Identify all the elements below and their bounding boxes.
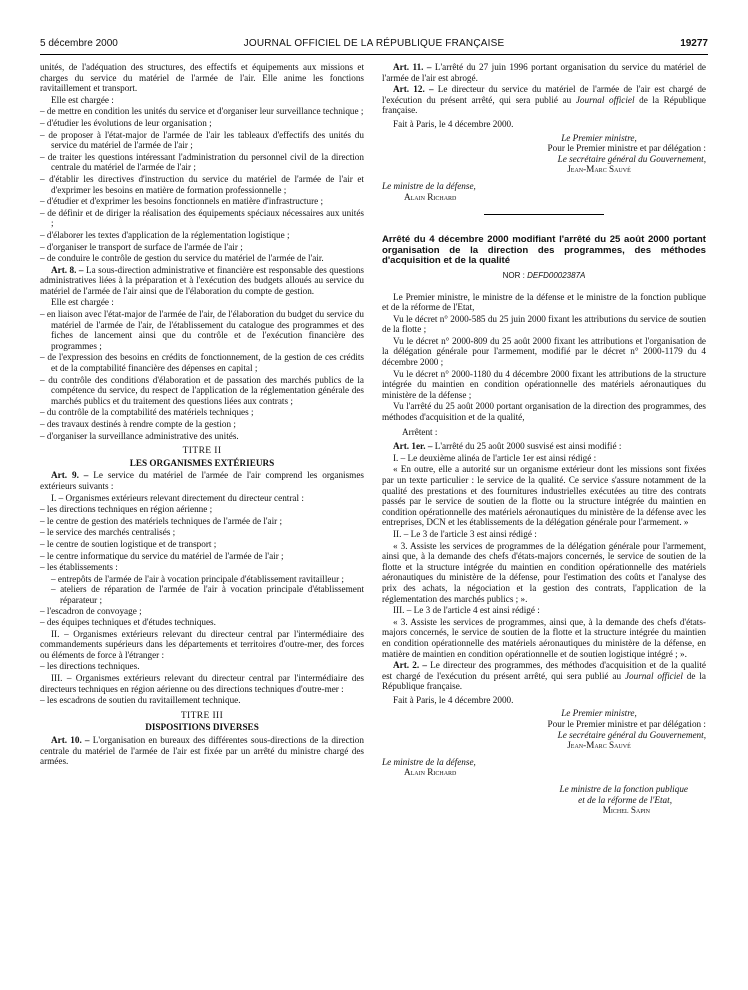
paragraph: III. – Le 3 de l'article 4 est ainsi rédigé : [393, 605, 540, 616]
list-item: – les directions techniques en région aérienne ; [40, 504, 213, 515]
article-label: Art. 12. – [393, 84, 434, 95]
list-item: – entrepôts de l'armée de l'air à vocation principale d'établissement ravitailleur ; [51, 573, 344, 584]
list-item: – de mettre en condition les unités du service et d'organiser leur surveillance technique ; [40, 106, 364, 117]
article-text: Le service du matériel de l'armée de l'air comprend les organismes extérieurs suivants : [40, 470, 364, 491]
article-text: de la République française. [382, 94, 706, 116]
list [40, 504, 364, 628]
journal-name: Journal officiel [624, 670, 683, 681]
list-item: – du contrôle de la comptabilité des matériels techniques ; [40, 407, 254, 418]
list-item: – le centre de soutien logistique et de transport ; [40, 538, 217, 549]
list [40, 106, 364, 263]
article-text: L'arrêté du 25 août 2000 susvisé est ainsi modifié : [432, 441, 622, 452]
signature-block [382, 133, 706, 203]
quote: « 3. Assiste les services de programmes de la délégation générale pour l'armement, ainsi que, à la demande des chefs d'états-majors concernés, le service de soutien de la flotte et la structure intégrée du maintien en condition opérationnelle des matériels aéronautiques du ministère de la défense, pour l'estimation des coûts et l'analyse des prix des achats, la négociation et la gestion des contrats, l'application de la réglementation des marchés publics ; ». [382, 540, 706, 604]
article-8 [40, 265, 364, 297]
journal-name: Journal officiel [575, 94, 635, 105]
article-text: de la République française. [382, 670, 706, 692]
list [40, 309, 364, 441]
signer-title: Le Premier ministre, [561, 708, 637, 719]
list-item: – de proposer à l'état-major de l'armée de l'air les tableaux d'effectifs des unités du service du matériel de l'armée de l'air ; [40, 129, 364, 151]
list-item: – de définir et de diriger la réalisation des équipements spéciaux nécessaires aux unités ; [40, 207, 364, 229]
quote: « 3. Assiste les services de programmes, ainsi que, à la demande des chefs d'états-majors concernés, le service de soutien de la flotte et la structure intégrée du maintien en condition opérationnelle des matériels aéronautiques du ministère de la défense, en matière de maintien en condition opérationnelle et de soutien logistique intégré ; ». [382, 616, 706, 659]
decree-title: Arrêté du 4 décembre 2000 modifiant l'arrêté du 25 août 2000 portant organisation de la direction des programmes, des méthodes d'acquisition et de la qualité [382, 234, 706, 267]
paragraph: I. – Le deuxième alinéa de l'article 1er est ainsi rédigé : [393, 452, 597, 463]
right-column [382, 62, 706, 816]
list-item: – les directions techniques. [40, 661, 140, 672]
list-item: – de l'expression des besoins en crédits de fonctionnement, de la gestion de ces crédits et de la comptabilité financière des dépenses en capital ; [40, 352, 364, 374]
signature-date: Fait à Paris, le 4 décembre 2000. [393, 118, 514, 129]
signer-title: Le ministre de la défense, [382, 756, 476, 767]
list-item: – du contrôle des conditions d'élaboration et de passation des marchés publics de la compétence du service, du respect de l'application de la réglementation générale des marchés publics et du traitement des questions liées aux contrats ; [40, 374, 364, 406]
article-label: Art. 9. – [51, 470, 89, 481]
signer-title: Le ministre de la fonction publique [559, 784, 688, 795]
paragraph: Elle est chargée : [51, 94, 114, 105]
section-subtitle: DISPOSITIONS DIVERSES [145, 722, 259, 733]
article-label: Art. 10. – [51, 735, 90, 746]
paragraph: Vu le décret n° 2000-809 du 25 août 2000 fixant les attributions et l'organisation de la délégation générale pour l'armement, modifié par le décret n° 2000-1179 du 4 décembre 2000 ; [382, 335, 706, 368]
article-9 [40, 470, 364, 491]
list-item: – le service des marchés centralisés ; [40, 527, 176, 538]
signer-title: Le ministre de la défense, [382, 180, 476, 191]
list-item: – d'étudier et d'exprimer les besoins fonctionnels en matière d'infrastructure ; [40, 196, 324, 207]
list-item: – en liaison avec l'état-major de l'armée de l'air, de l'élaboration du budget du service du matériel de l'armée de l'air, de l'établissement du catalogue des programmes et des fiches de lancement ainsi que du contrôle et de l'exécution financière des programmes ; [40, 309, 364, 351]
article-11 [382, 62, 706, 83]
paragraph: Le Premier ministre, le ministre de la défense et le ministre de la fonction publique et de la réforme de l'Etat, [382, 291, 706, 313]
nor-code: DEFD0002387A [527, 270, 586, 280]
article-text: La sous-direction administrative et financière est responsable des questions administratives liées à la préparation et à l'exécution des budgets alloués au service du matériel de l'armée de l'air ainsi que de l'élaboration du compte de gestion. [40, 264, 364, 296]
paragraph: III. – Organismes extérieurs relevant du directeur central par l'intermédiaire des directeurs techniques en région aérienne ou des directions techniques d'outre-mer : [40, 673, 364, 694]
signature-block [382, 708, 706, 815]
list-item: – des travaux destinés à rendre compte de la gestion ; [40, 419, 236, 429]
list-item: – d'étudier les évolutions de leur organisation ; [40, 117, 212, 128]
list-item: – les établissements : [40, 562, 118, 573]
signer-name: Alain Richard [404, 191, 457, 202]
article-text: Le directeur du service du matériel de l'armée de l'air est chargé de l'exécution du présent arrêté, qui sera publié au [382, 84, 706, 105]
section-subtitle: LES ORGANISMES EXTÉRIEURS [129, 457, 275, 468]
list-item: – le centre informatique du service du matériel de l'armée de l'air ; [40, 550, 284, 561]
nor-reference [382, 271, 706, 282]
header-date: 5 décembre 2000 [40, 38, 118, 49]
signer-name: Michel Sapin [602, 805, 650, 816]
list-item: – le centre de gestion des matériels techniques de l'armée de l'air ; [40, 515, 283, 526]
paragraph: unités, de l'adéquation des structures, des effectifs et équipements aux missions et charges du service du matériel de l'armée de l'air. Elle anime les fonctions ravitaillement et transport. [40, 62, 364, 94]
signer-title: Le secrétaire général du Gouvernement, [557, 729, 706, 740]
article-text: L'organisation en bureaux des différentes sous-directions de la direction centrale du matériel de l'armée de l'air est fixée par un arrêté du ministre chargé des armées. [40, 735, 364, 767]
list-item: – des équipes techniques et d'études techniques. [40, 617, 216, 628]
nor-label: NOR : [502, 270, 528, 280]
arretent: Arrêtent : [402, 426, 438, 437]
article-text: Le directeur des programmes, des méthodes d'acquisition et de la qualité est chargé de l'exécution du présent arrêté, qui sera publié au [382, 660, 706, 681]
paragraph: II. – Le 3 de l'article 3 est ainsi rédigé : [393, 528, 537, 539]
signer-title: Le secrétaire général du Gouvernement, [557, 153, 706, 164]
article-label: Art. 8. – [51, 264, 84, 275]
list-item: – de conduire le contrôle de gestion du service du matériel de l'armée de l'air. [40, 253, 324, 264]
page-number: 19277 [680, 38, 708, 49]
paragraph: Elle est chargée : [51, 297, 114, 308]
signer-title: Le Premier ministre, [561, 132, 637, 143]
paragraph: II. – Organismes extérieurs relevant du directeur central par l'intermédiaire des commandements supérieurs dans les départements et territoires d'outre-mer, des forces ou éléments de force à l'étranger : [40, 628, 364, 660]
left-column [40, 62, 364, 768]
article-12 [382, 84, 706, 116]
quote: « En outre, elle a autorité sur un organisme extérieur dont les missions sont fixées par un texte particulier : le service de la qualité. Ce service s'assure notamment de la qualité des prestations et des fournitures industrielles exécutées au titre des contrats passés par le service de soutien de la flotte ou la structure intégrée du maintien en condition opérationnelle des matériels aéronautiques du ministère de la défense avec les entreprises, DCN et les établissements de la délégation générale pour l'armement. » [382, 464, 706, 528]
signature-date: Fait à Paris, le 4 décembre 2000. [393, 694, 514, 705]
signer-name: Jean-Marc Sauvé [567, 740, 631, 751]
list-item: – l'escadron de convoyage ; [40, 605, 142, 616]
signer-name: Jean-Marc Sauvé [567, 164, 631, 175]
list-item: – d'organiser le transport de surface de l'armée de l'air ; [40, 241, 243, 252]
paragraph: Vu l'arrêté du 25 août 2000 portant organisation de la direction des programmes, des méthodes d'acquisition et de la qualité, [382, 401, 706, 423]
article-10 [40, 735, 364, 767]
header-rule [40, 54, 708, 55]
signer-delegation: Pour le Premier ministre et par délégation : [547, 143, 706, 154]
article-2 [382, 660, 706, 692]
list-item: – les escadrons de soutien du ravitaillement technique. [40, 695, 241, 706]
signer-name: Alain Richard [404, 767, 457, 778]
page-header [40, 38, 708, 54]
article-label: Art. 2. – [393, 660, 427, 671]
signer-title: et de la réforme de l'Etat, [578, 794, 672, 805]
list-item: – d'établir les directives d'instruction du service du matériel de l'armée de l'air et d'exprimer les besoins en matière de formation professionnelle ; [40, 173, 364, 195]
paragraph: Vu le décret n° 2000-585 du 25 juin 2000 fixant les attributions du service de soutien de la flotte ; [382, 313, 706, 335]
article-1 [382, 441, 706, 452]
list-item: – ateliers de réparation de l'armée de l'air à vocation principale d'établissement réparateur ; [51, 584, 364, 605]
article-text: L'arrêté du 27 juin 1996 portant organisation du service du matériel de l'armée de l'air est abrogé. [382, 62, 707, 83]
signer-delegation: Pour le Premier ministre et par délégation : [547, 719, 706, 730]
paragraph: I. – Organismes extérieurs relevant directement du directeur central : [51, 492, 304, 503]
article-label: Art. 11. – [393, 62, 432, 72]
list-item: – de traiter les questions intéressant l'administration du personnel civil de la direction centrale du matériel de l'armée de l'air ; [40, 151, 364, 173]
list-item: – d'élaborer les textes d'application de la réglementation logistique ; [40, 229, 290, 240]
list-item: – d'organiser la surveillance administrative des unités. [40, 430, 239, 441]
journal-title: JOURNAL OFFICIEL DE LA RÉPUBLIQUE FRANÇAISE [243, 38, 505, 49]
article-label: Art. 1er. – [393, 441, 433, 452]
section-title: TITRE II [182, 446, 222, 457]
paragraph: Vu le décret n° 2000-1180 du 4 décembre 2000 fixant les attributions de la structure intégrée du maintien en condition opérationnelle des matériels aéronautiques du ministère de la défense ; [382, 368, 706, 400]
separator [484, 214, 604, 215]
section-title: TITRE III [180, 710, 224, 721]
